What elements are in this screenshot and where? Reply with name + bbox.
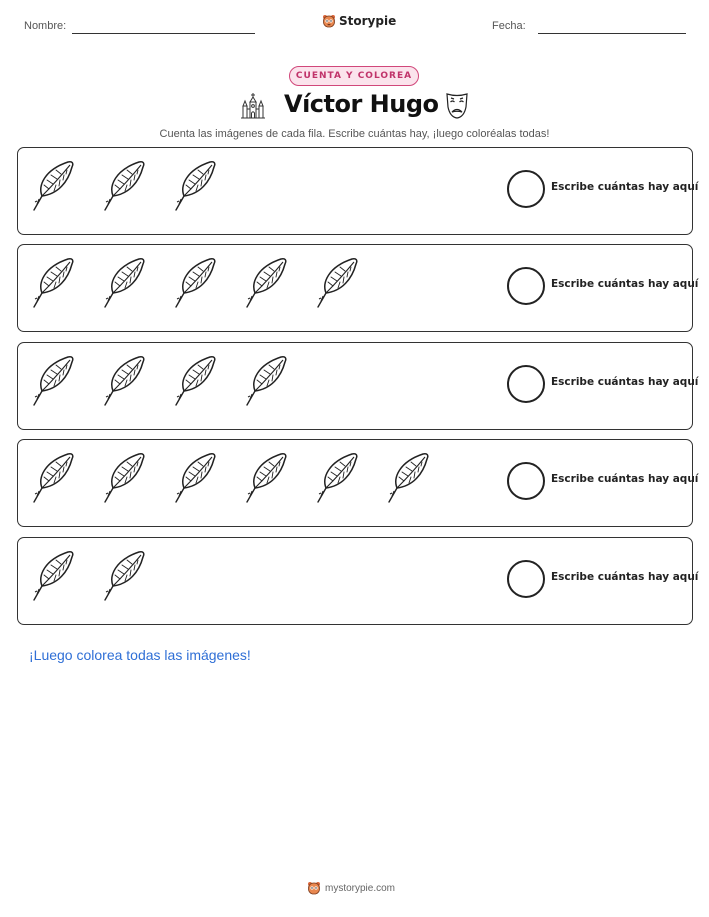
answer-circle[interactable] (507, 267, 545, 305)
site-footer (307, 880, 395, 896)
feather-icon[interactable] (99, 353, 147, 411)
feather-icon[interactable] (170, 255, 218, 313)
feather-icon[interactable] (28, 353, 76, 411)
answer-circle[interactable] (507, 560, 545, 598)
count-row-5 (17, 537, 699, 625)
feather-icon[interactable] (99, 450, 147, 508)
feather-icon[interactable] (241, 353, 289, 411)
feather-icon[interactable] (170, 353, 218, 411)
activity-badge: CUENTA Y COLOREA (289, 66, 419, 86)
footer-note: ¡Luego colorea todas las imágenes! (29, 647, 251, 663)
feather-icon[interactable] (241, 255, 289, 313)
name-label: Nombre: (24, 20, 67, 32)
answer-label: Escribe cuántas hay aquí (551, 473, 699, 485)
feather-icon[interactable] (28, 548, 76, 606)
site-url[interactable]: mystorypie.com (325, 882, 396, 894)
storypie-mascot-icon (322, 13, 336, 29)
count-row-2 (17, 244, 699, 332)
feather-icon[interactable] (28, 255, 76, 313)
feather-icon[interactable] (28, 158, 76, 216)
answer-label: Escribe cuántas hay aquí (551, 376, 699, 388)
date-field[interactable] (538, 33, 686, 34)
brand-logo (322, 13, 396, 29)
storypie-mascot-icon (307, 880, 321, 896)
feather-icon[interactable] (99, 548, 147, 606)
instructions: Cuenta las imágenes de cada fila. Escribe cuántas hay, ¡luego coloréalas todas! (159, 128, 550, 140)
feather-icon[interactable] (28, 450, 76, 508)
feather-icon[interactable] (383, 450, 431, 508)
feather-icon[interactable] (99, 158, 147, 216)
answer-label: Escribe cuántas hay aquí (551, 278, 699, 290)
feather-icon[interactable] (170, 158, 218, 216)
theater-mask-icon (444, 92, 470, 120)
count-row-1 (17, 147, 699, 235)
brand-name: Storypie (339, 14, 397, 28)
answer-circle[interactable] (507, 462, 545, 500)
answer-circle[interactable] (507, 365, 545, 403)
feather-icon[interactable] (312, 450, 360, 508)
count-row-3 (17, 342, 699, 430)
cathedral-icon (240, 92, 266, 120)
name-field[interactable] (72, 33, 255, 34)
feather-icon[interactable] (241, 450, 289, 508)
answer-circle[interactable] (507, 170, 545, 208)
date-label: Fecha: (492, 20, 526, 32)
feather-icon[interactable] (312, 255, 360, 313)
page-title: Víctor Hugo (284, 90, 439, 118)
feather-icon[interactable] (170, 450, 218, 508)
feather-icon[interactable] (99, 255, 147, 313)
answer-label: Escribe cuántas hay aquí (551, 181, 699, 193)
count-row-4 (17, 439, 699, 527)
answer-label: Escribe cuántas hay aquí (551, 571, 699, 583)
